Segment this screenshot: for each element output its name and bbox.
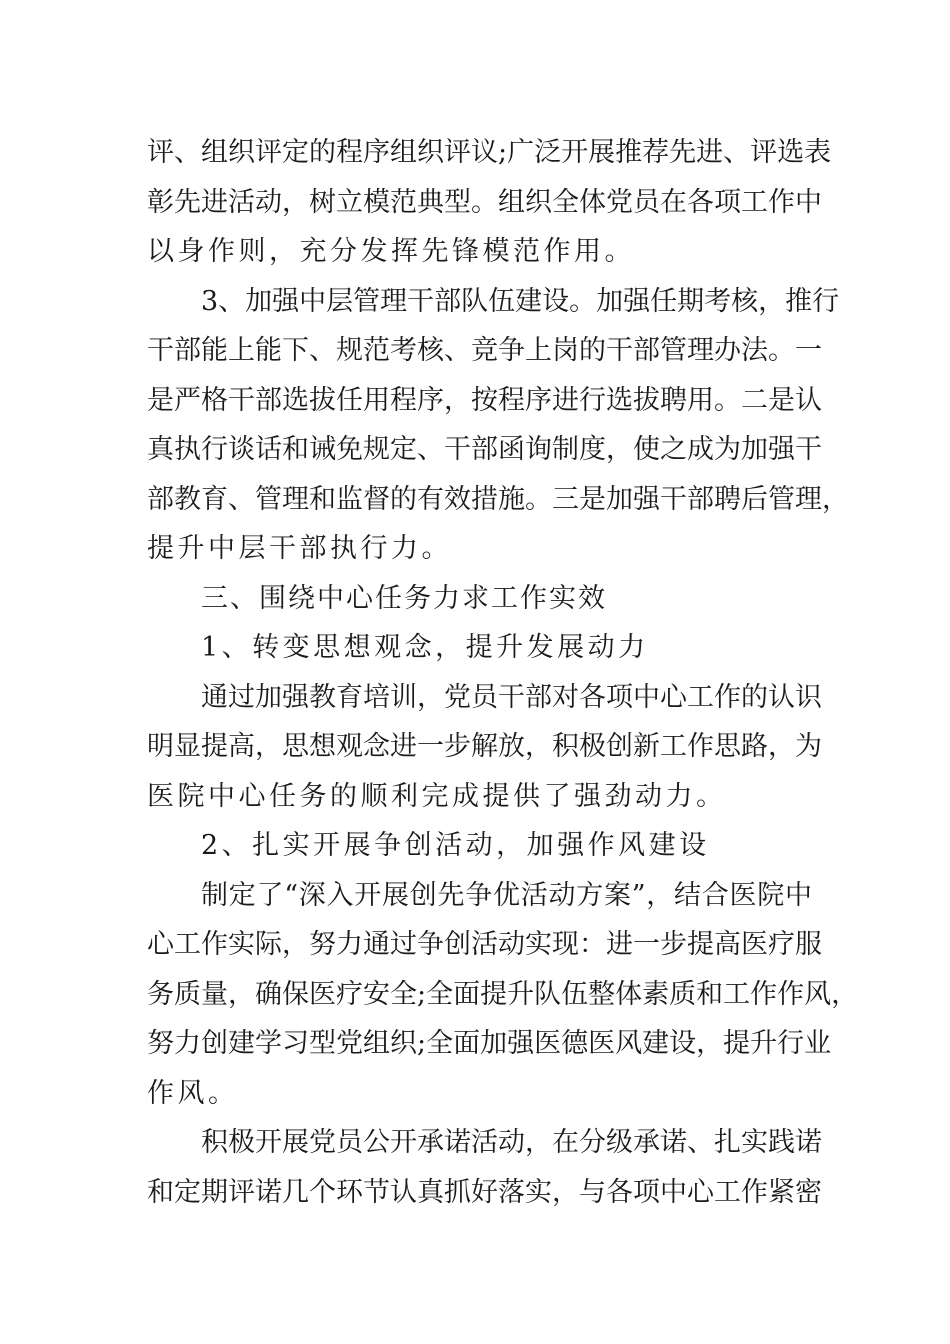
text-line: 3、加强中层管理干部队伍建设。加强任期考核，推行 [201, 285, 840, 317]
subsection-heading: 1、转变思想观念，提升发展动力 [201, 632, 649, 663]
text-line: 积极开展党员公开承诺活动，在分级承诺、扎实践诺 [201, 1127, 822, 1158]
text-line: 部教育、管理和监督的有效措施。三是加强干部聘后管理， [147, 483, 849, 515]
text-line: 通过加强教育培训，党员干部对各项中心工作的认识 [201, 681, 822, 713]
text-line: 和定期评诺几个环节认真抓好落实，与各项中心工作紧密 [147, 1176, 822, 1208]
text-line: 干部能上能下、规范考核、竞争上岗的干部管理办法。一 [147, 335, 822, 366]
text-line: 作风。 [147, 1077, 239, 1109]
text-line: 是严格干部选拔任用程序，按程序进行选拔聘用。二是认 [147, 384, 822, 416]
text-line: 以身作则，充分发挥先锋模范作用。 [147, 236, 635, 267]
text-line: 务质量，确保医疗安全;全面提升队伍整体素质和工作作风， [147, 978, 859, 1010]
text-line: 评、组织评定的程序组织评议;广泛开展推荐先进、评选表 [147, 137, 832, 168]
subsection-heading: 2、扎实开展争创活动，加强作风建设 [201, 830, 710, 861]
text-line: 彰先进活动，树立模范典型。组织全体党员在各项工作中 [147, 186, 822, 218]
text-line: 心工作实际，努力通过争创活动实现：进一步提高医疗服 [147, 929, 822, 960]
section-heading: 三、围绕中心任务力求工作实效 [201, 582, 607, 614]
text-line: 制定了“深入开展创先争优活动方案”，结合医院中 [201, 879, 812, 911]
text-line: 努力创建学习型党组织;全面加强医德医风建设，提升行业 [147, 1028, 832, 1059]
document-body [147, 128, 859, 1217]
text-line: 医院中心任务的顺利完成提供了强劲动力。 [147, 780, 727, 812]
text-line: 明显提高，思想观念进一步解放，积极创新工作思路，为 [147, 731, 822, 762]
text-line: 真执行谈话和诫免规定、干部函询制度，使之成为加强干 [147, 434, 822, 465]
text-line: 提升中层干部执行力。 [147, 533, 452, 564]
